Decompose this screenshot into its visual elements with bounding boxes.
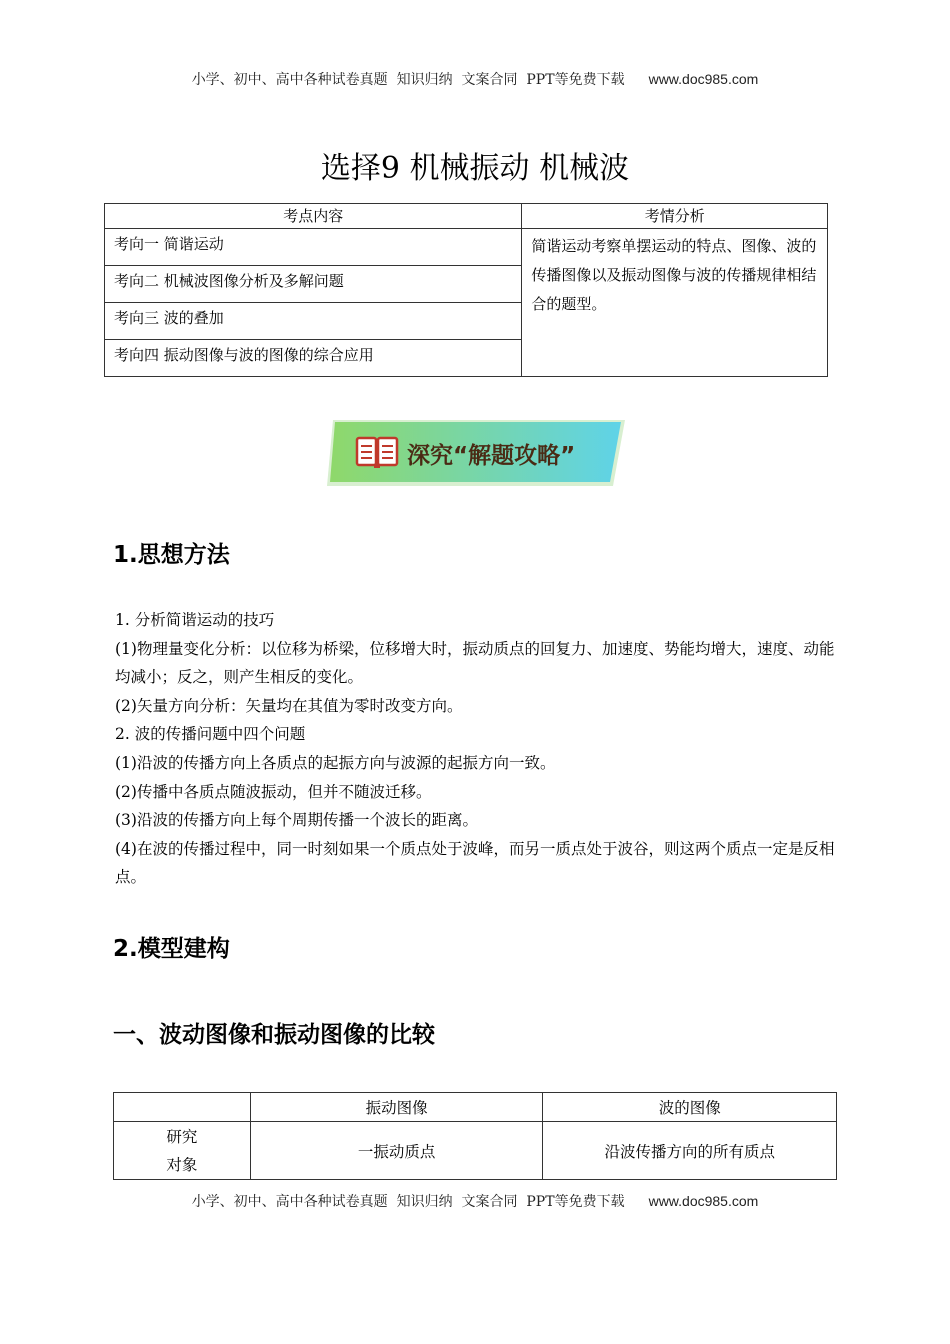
banner-label: 深究“解题攻略” (407, 443, 576, 469)
strategy-banner (327, 418, 627, 488)
summary-analysis: 简谐运动考察单摆运动的特点、图像、波的传播图像以及振动图像与波的传播规律相结合的题型。 (522, 229, 828, 377)
summary-topic-1: 考向一 简谐运动 (105, 229, 522, 266)
summary-header-analysis: 考情分析 (522, 204, 828, 229)
header-text: 小学、初中、高中各种试卷真题 知识归纳 文案合同 PPT等免费下载 (191, 72, 625, 88)
comparison-cell-vibration: 一振动质点 (250, 1122, 543, 1180)
section-method-heading: 1.思想方法 (113, 542, 230, 568)
method-paragraph: (1)沿波的传播方向上各质点的起振方向与波源的起振方向一致。 (115, 753, 556, 772)
comparison-header-wave: 波的图像 (543, 1093, 837, 1122)
comparison-header-blank (114, 1093, 251, 1122)
page-header (0, 69, 950, 89)
method-paragraph: (1)物理量变化分析：以位移为桥梁，位移增大时，振动质点的回复力、加速度、势能均增大，速度、动能均减小；反之，则产生相反的变化。 (115, 639, 835, 687)
summary-table (104, 203, 828, 377)
footer-text: 小学、初中、高中各种试卷真题 知识归纳 文案合同 PPT等免费下载 (191, 1194, 625, 1210)
method-paragraph: (2)矢量方向分析：矢量均在其值为零时改变方向。 (115, 696, 463, 715)
footer-url[interactable]: www.doc985.com (648, 1193, 759, 1209)
method-body (115, 606, 837, 892)
page-footer (0, 1191, 950, 1211)
page-title: 选择9 机械振动 机械波 (320, 151, 630, 186)
comparison-cell-wave: 沿波传播方向的所有质点 (543, 1122, 837, 1180)
section-model-heading: 2.模型建构 (113, 936, 230, 962)
summary-header-content: 考点内容 (105, 204, 522, 229)
summary-topic-4: 考向四 振动图像与波的图像的综合应用 (105, 340, 522, 377)
method-paragraph: (3)沿波的传播方向上每个周期传播一个波长的距离。 (115, 811, 478, 830)
book-icon (357, 438, 397, 468)
comparison-row-label-line1: 研究 (166, 1127, 198, 1146)
method-paragraph: 1. 分析简谐运动的技巧 (115, 611, 275, 629)
comparison-row-label-line2: 对象 (166, 1155, 198, 1174)
summary-topic-2: 考向二 机械波图像分析及多解问题 (105, 266, 522, 303)
comparison-table (113, 1092, 837, 1180)
method-paragraph: (4)在波的传播过程中，同一时刻如果一个质点处于波峰，而另一质点处于波谷，则这两个质点一定是反相点。 (115, 839, 835, 887)
method-paragraph: (2)传播中各质点随波振动，但并不随波迁移。 (115, 782, 432, 801)
header-url[interactable]: www.doc985.com (648, 71, 759, 87)
comparison-header-vibration: 振动图像 (250, 1093, 543, 1122)
method-paragraph: 2. 波的传播问题中四个问题 (115, 725, 306, 744)
comparison-row-label (114, 1122, 251, 1180)
section-compare-heading: 一、波动图像和振动图像的比较 (113, 1022, 435, 1048)
summary-topic-3: 考向三 波的叠加 (105, 303, 522, 340)
